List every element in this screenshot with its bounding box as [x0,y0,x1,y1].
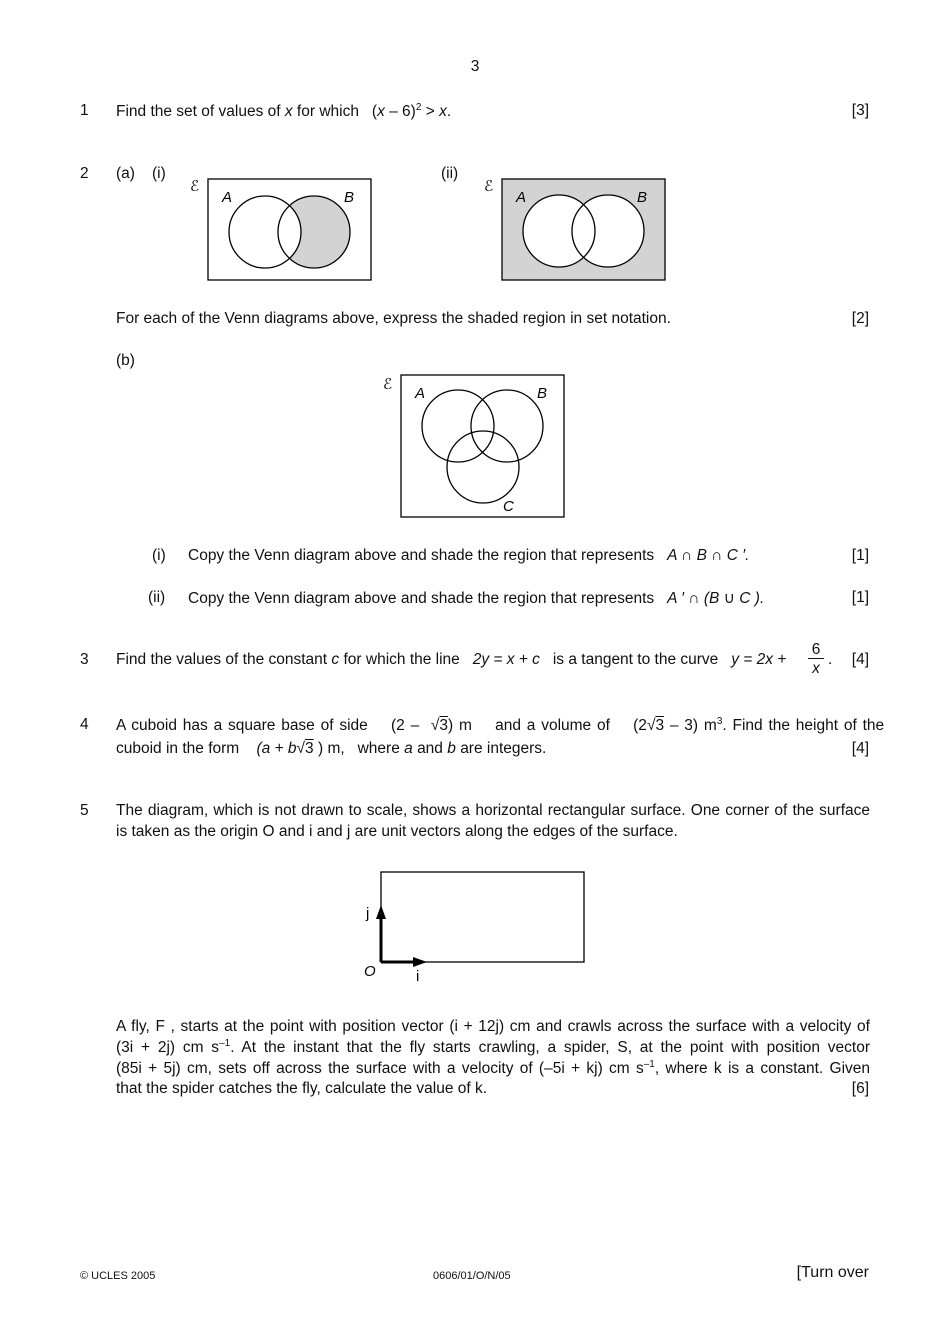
label-j: j [366,905,370,922]
question-3-end: . [828,651,833,668]
question-4-line-1: A cuboid has a square base of side (2 – √3) m and a volume of (2√3 – 3) $m^3$. Find the height of the [116,716,885,735]
set-a-label: A [222,189,233,206]
venn-diagram-a-i [185,175,380,285]
set-a-label: A [415,385,426,402]
unit-vector-i-arrowhead [413,957,427,967]
set-b-label: B [344,189,355,206]
venn-diagram-b [378,370,573,522]
fraction-denominator: x [812,660,820,677]
question-4-line-2: cuboid in the form (a + b√3 ) m, where a and b are integers. [116,740,547,757]
question-3-marks: [4] [851,651,869,668]
footer-turn-over: [Turn over [796,1264,869,1281]
fraction-numerator: 6 [808,641,824,659]
question-2b-i-text: Copy the Venn diagram above and shade the region that represents A ∩ B ∩ C ′. [188,547,750,564]
footer-paper-code: 0606/01/O/N/05 [433,1270,511,1282]
question-5-para-line-2: (3i + 2j) cm $s^{-1}$. At the instant that the fly starts crawling, a spider, S, at the point with position vector [116,1038,870,1057]
surface-diagram [355,865,595,990]
universal-set-symbol: ℰ [383,376,393,393]
footer-copyright: © UCLES 2005 [80,1270,156,1282]
set-a-label: A [516,189,527,206]
question-3-text: Find the values of the constant c for which the line 2y = x + c is a tangent to the curve y = 2x + [116,651,787,668]
question-1-marks: [3] [851,102,869,119]
page-number: 3 [470,58,480,75]
question-2b-i-marks: [1] [851,547,869,564]
question-2-part-a-label: (a) [116,165,135,182]
question-5-marks: [6] [851,1080,869,1097]
venn-diagram-a-ii [480,175,675,285]
question-5-intro: The diagram, which is not drawn to scale, shows a horizontal rectangular surface. One corner of the surface is taken as the origin O and i and j are unit vectors along the edges of the surface. [116,802,870,840]
question-2a-sub-ii-label: (ii) [441,165,459,182]
question-2-number: 2 [80,165,89,182]
question-5-para-line-3: (85i + 5j) cm, sets off across the surface with a velocity of (–5i + kj) cm $s^{-1}$, where k is a constant. Given [116,1059,870,1078]
question-5-para-line-1: A fly, F , starts at the point with position vector (i + 12j) cm and crawls across the surface with a velocity of [116,1018,870,1035]
universal-set-symbol: ℰ [190,178,200,195]
question-1-number: 1 [80,102,89,119]
question-2b-ii-label: (ii) [148,589,166,606]
question-2b-i-label: (i) [152,547,166,564]
question-2b-ii-text: Copy the Venn diagram above and shade the region that represents A ′ ∩ (B ∪ C ). [188,590,765,607]
question-2a-marks: [2] [851,310,869,327]
question-2a-sub-i-label: (i) [152,165,166,182]
question-2-part-b-label: (b) [116,352,135,369]
set-b-label: B [537,385,548,402]
question-2b-ii-marks: [1] [851,589,869,606]
question-3-fraction [808,641,824,678]
question-5-para-line-4: that the spider catches the fly, calculate the value of k. [116,1080,488,1097]
question-4-marks: [4] [851,740,869,757]
set-c-label: C [503,498,514,515]
rectangular-surface [381,872,584,962]
question-4-number: 4 [80,716,89,733]
question-1-text: Find the set of values of x for which (x – 6)$^2$ > x. [116,102,452,121]
question-3-number: 3 [80,651,89,668]
label-i: i [416,968,420,985]
question-2a-instruction: For each of the Venn diagrams above, express the shaded region in set notation. [116,310,671,327]
question-5-number: 5 [80,802,89,819]
label-origin-o: O [364,963,376,980]
unit-vector-j-arrowhead [376,905,386,919]
set-b-label: B [637,189,648,206]
universal-set-symbol: ℰ [484,178,494,195]
